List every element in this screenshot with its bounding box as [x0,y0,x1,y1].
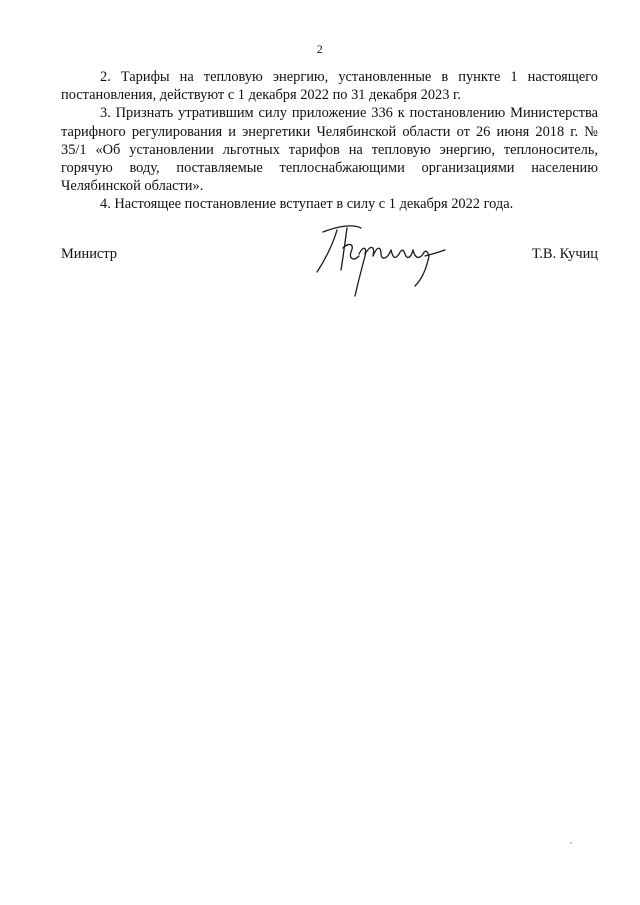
paragraph-3: 3. Признать утратившим силу приложение 336 к постановлению Министерства тарифного регулирования и энергетики Челябинской области от 26 июня 2018 г. № 35/1 «Об установлении льготных тарифов на тепловую энергию, теплоноситель, горячую воду, поставляемые теплоснабжающими организациями населению Челябинской области». [61,105,598,195]
document-body [61,68,598,214]
scan-speck [570,842,572,844]
page-number: 2 [316,42,324,56]
signer-position: Министр [61,246,117,262]
paragraph-4: 4. Настоящее постановление вступает в силу с 1 декабря 2022 года. [100,196,514,213]
paragraph-2: 2. Тарифы на тепловую энергию, установленные в пункте 1 настоящего постановления, действуют с 1 декабря 2022 по 31 декабря 2023 г. [61,69,598,104]
handwritten-signature [303,218,453,308]
signer-name: Т.В. Кучиц [531,246,598,262]
